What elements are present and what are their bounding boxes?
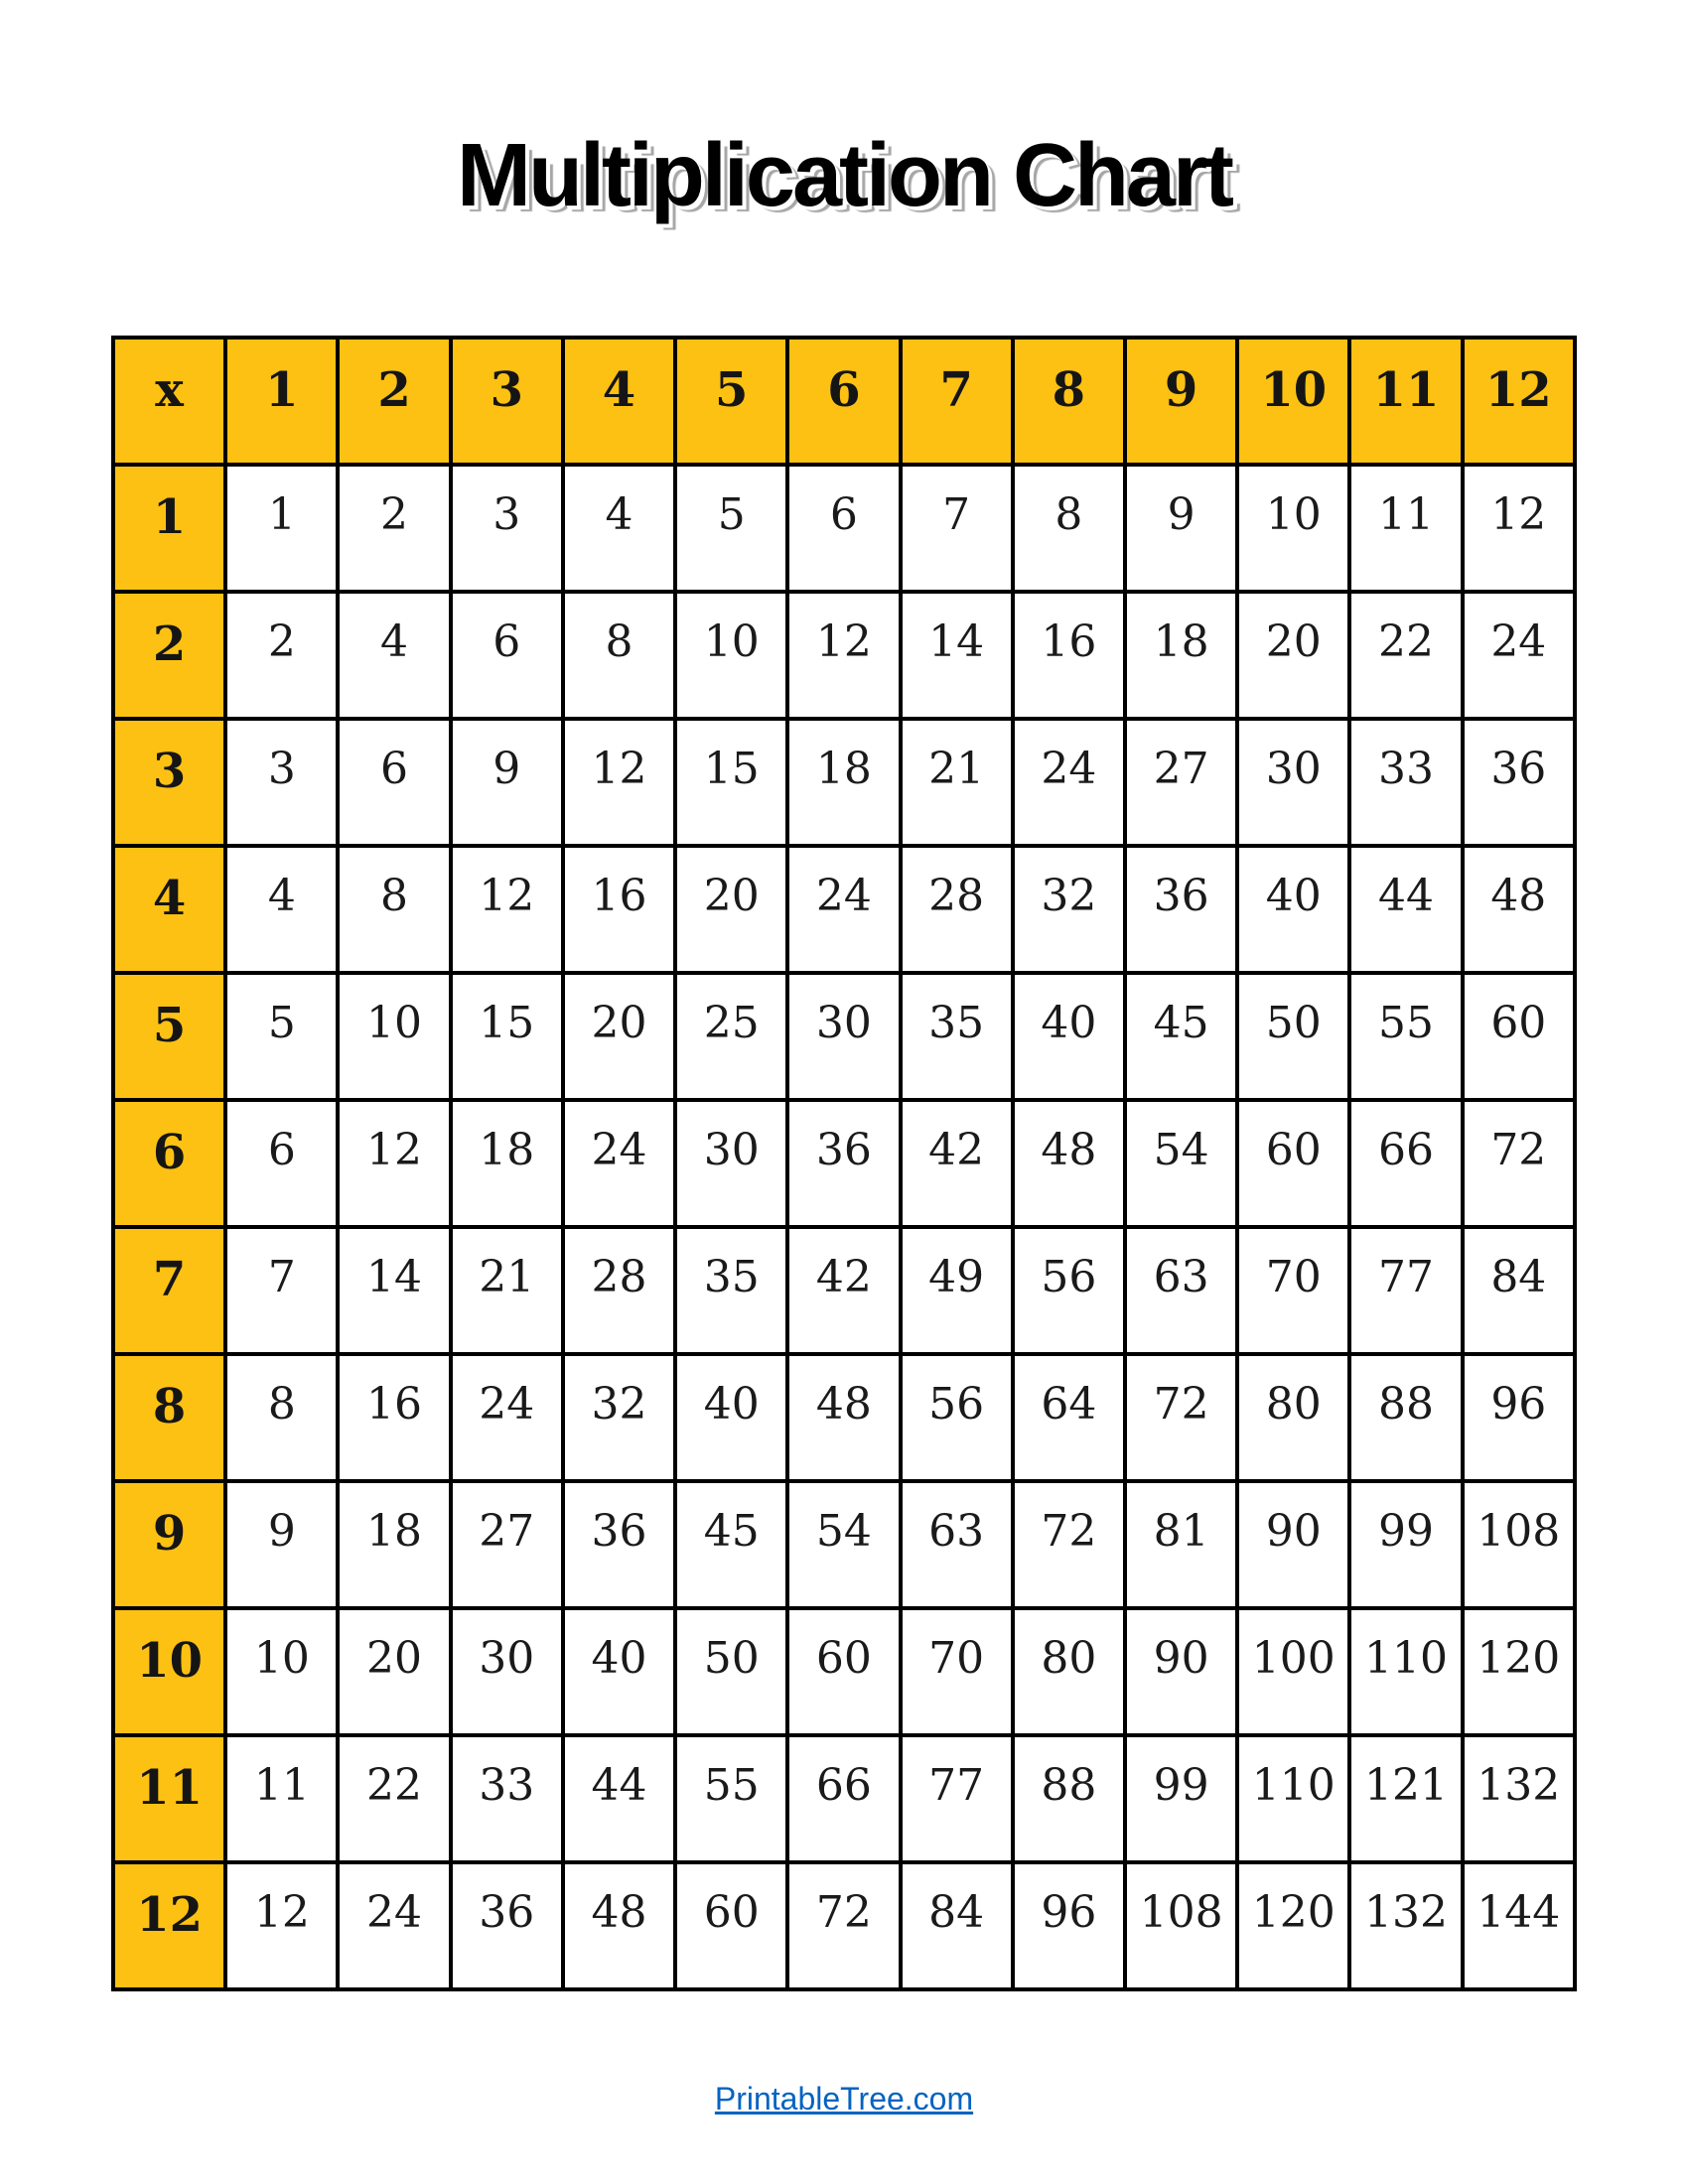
product-cell: 72 (1013, 1481, 1125, 1608)
product-cell: 6 (338, 719, 450, 846)
product-cell: 80 (1237, 1354, 1349, 1481)
product-cell: 60 (787, 1608, 900, 1735)
product-cell: 3 (451, 465, 563, 592)
product-cell: 6 (451, 592, 563, 719)
table-row (113, 1862, 1575, 1989)
column-header: 6 (787, 338, 900, 465)
product-cell: 32 (1013, 846, 1125, 973)
product-cell: 15 (451, 973, 563, 1100)
product-cell: 50 (675, 1608, 787, 1735)
product-cell: 48 (1463, 846, 1575, 973)
product-cell: 18 (338, 1481, 450, 1608)
table-row (113, 1354, 1575, 1481)
product-cell: 4 (225, 846, 338, 973)
row-header: 5 (113, 973, 225, 1100)
product-cell: 99 (1349, 1481, 1462, 1608)
product-cell: 100 (1237, 1608, 1349, 1735)
product-cell: 48 (563, 1862, 675, 1989)
product-cell: 77 (1349, 1227, 1462, 1354)
product-cell: 50 (1237, 973, 1349, 1100)
table-row (113, 592, 1575, 719)
product-cell: 120 (1463, 1608, 1575, 1735)
product-cell: 132 (1463, 1735, 1575, 1862)
multiplication-table (111, 336, 1577, 1991)
product-cell: 40 (1013, 973, 1125, 1100)
product-cell: 81 (1125, 1481, 1237, 1608)
product-cell: 6 (225, 1100, 338, 1227)
table-row (113, 1735, 1575, 1862)
product-cell: 66 (787, 1735, 900, 1862)
product-cell: 11 (1349, 465, 1462, 592)
product-cell: 16 (1013, 592, 1125, 719)
product-cell: 108 (1463, 1481, 1575, 1608)
product-cell: 12 (225, 1862, 338, 1989)
product-cell: 3 (225, 719, 338, 846)
product-cell: 10 (1237, 465, 1349, 592)
product-cell: 14 (338, 1227, 450, 1354)
product-cell: 54 (787, 1481, 900, 1608)
product-cell: 24 (563, 1100, 675, 1227)
product-cell: 16 (338, 1354, 450, 1481)
product-cell: 56 (1013, 1227, 1125, 1354)
product-cell: 8 (563, 592, 675, 719)
product-cell: 40 (563, 1608, 675, 1735)
column-header: 9 (1125, 338, 1237, 465)
column-header: 1 (225, 338, 338, 465)
product-cell: 30 (451, 1608, 563, 1735)
product-cell: 20 (675, 846, 787, 973)
product-cell: 15 (675, 719, 787, 846)
product-cell: 24 (787, 846, 900, 973)
table-row (113, 465, 1575, 592)
product-cell: 44 (1349, 846, 1462, 973)
product-cell: 84 (1463, 1227, 1575, 1354)
product-cell: 25 (675, 973, 787, 1100)
product-cell: 32 (563, 1354, 675, 1481)
product-cell: 12 (563, 719, 675, 846)
product-cell: 8 (225, 1354, 338, 1481)
product-cell: 132 (1349, 1862, 1462, 1989)
page-title: Multiplication Chart (457, 126, 1231, 226)
product-cell: 36 (1125, 846, 1237, 973)
product-cell: 4 (563, 465, 675, 592)
product-cell: 18 (451, 1100, 563, 1227)
product-cell: 4 (338, 592, 450, 719)
product-cell: 8 (1013, 465, 1125, 592)
product-cell: 96 (1013, 1862, 1125, 1989)
product-cell: 36 (563, 1481, 675, 1608)
product-cell: 33 (1349, 719, 1462, 846)
product-cell: 24 (1013, 719, 1125, 846)
product-cell: 20 (338, 1608, 450, 1735)
row-header: 9 (113, 1481, 225, 1608)
product-cell: 72 (1463, 1100, 1575, 1227)
product-cell: 42 (787, 1227, 900, 1354)
product-cell: 36 (1463, 719, 1575, 846)
product-cell: 110 (1349, 1608, 1462, 1735)
product-cell: 22 (1349, 592, 1462, 719)
product-cell: 33 (451, 1735, 563, 1862)
column-header: 2 (338, 338, 450, 465)
product-cell: 60 (1237, 1100, 1349, 1227)
product-cell: 21 (451, 1227, 563, 1354)
product-cell: 10 (338, 973, 450, 1100)
product-cell: 40 (675, 1354, 787, 1481)
product-cell: 63 (901, 1481, 1013, 1608)
product-cell: 9 (225, 1481, 338, 1608)
column-header: 4 (563, 338, 675, 465)
product-cell: 35 (901, 973, 1013, 1100)
column-header: 3 (451, 338, 563, 465)
row-header: 7 (113, 1227, 225, 1354)
table-row (113, 1481, 1575, 1608)
table-row (113, 1100, 1575, 1227)
row-header: 4 (113, 846, 225, 973)
product-cell: 88 (1349, 1354, 1462, 1481)
product-cell: 18 (1125, 592, 1237, 719)
header-row (113, 338, 1575, 465)
product-cell: 8 (338, 846, 450, 973)
product-cell: 96 (1463, 1354, 1575, 1481)
product-cell: 36 (451, 1862, 563, 1989)
product-cell: 16 (563, 846, 675, 973)
product-cell: 55 (1349, 973, 1462, 1100)
product-cell: 27 (1125, 719, 1237, 846)
row-header: 6 (113, 1100, 225, 1227)
product-cell: 7 (901, 465, 1013, 592)
product-cell: 20 (563, 973, 675, 1100)
row-header: 10 (113, 1608, 225, 1735)
product-cell: 7 (225, 1227, 338, 1354)
row-header: 8 (113, 1354, 225, 1481)
product-cell: 84 (901, 1862, 1013, 1989)
product-cell: 80 (1013, 1608, 1125, 1735)
product-cell: 72 (787, 1862, 900, 1989)
product-cell: 48 (787, 1354, 900, 1481)
row-header: 3 (113, 719, 225, 846)
product-cell: 6 (787, 465, 900, 592)
product-cell: 12 (338, 1100, 450, 1227)
product-cell: 40 (1237, 846, 1349, 973)
product-cell: 18 (787, 719, 900, 846)
product-cell: 63 (1125, 1227, 1237, 1354)
product-cell: 30 (787, 973, 900, 1100)
product-cell: 1 (225, 465, 338, 592)
product-cell: 10 (675, 592, 787, 719)
product-cell: 24 (338, 1862, 450, 1989)
product-cell: 12 (787, 592, 900, 719)
product-cell: 24 (1463, 592, 1575, 719)
product-cell: 11 (225, 1735, 338, 1862)
product-cell: 60 (1463, 973, 1575, 1100)
product-cell: 70 (1237, 1227, 1349, 1354)
product-cell: 9 (1125, 465, 1237, 592)
product-cell: 28 (563, 1227, 675, 1354)
table-row (113, 846, 1575, 973)
product-cell: 110 (1237, 1735, 1349, 1862)
product-cell: 12 (451, 846, 563, 973)
product-cell: 5 (225, 973, 338, 1100)
row-header: 11 (113, 1735, 225, 1862)
product-cell: 49 (901, 1227, 1013, 1354)
row-header: 2 (113, 592, 225, 719)
footer (0, 2081, 1688, 2117)
product-cell: 27 (451, 1481, 563, 1608)
table-row (113, 1608, 1575, 1735)
product-cell: 12 (1463, 465, 1575, 592)
product-cell: 21 (901, 719, 1013, 846)
product-cell: 10 (225, 1608, 338, 1735)
product-cell: 44 (563, 1735, 675, 1862)
product-cell: 36 (787, 1100, 900, 1227)
product-cell: 77 (901, 1735, 1013, 1862)
product-cell: 20 (1237, 592, 1349, 719)
column-header: 12 (1463, 338, 1575, 465)
product-cell: 30 (675, 1100, 787, 1227)
product-cell: 42 (901, 1100, 1013, 1227)
product-cell: 72 (1125, 1354, 1237, 1481)
product-cell: 48 (1013, 1100, 1125, 1227)
product-cell: 45 (675, 1481, 787, 1608)
product-cell: 5 (675, 465, 787, 592)
product-cell: 2 (225, 592, 338, 719)
product-cell: 64 (1013, 1354, 1125, 1481)
product-cell: 56 (901, 1354, 1013, 1481)
product-cell: 108 (1125, 1862, 1237, 1989)
product-cell: 45 (1125, 973, 1237, 1100)
product-cell: 121 (1349, 1735, 1462, 1862)
printabletree-link[interactable]: PrintableTree.com (714, 2081, 974, 2116)
product-cell: 144 (1463, 1862, 1575, 1989)
product-cell: 14 (901, 592, 1013, 719)
product-cell: 70 (901, 1608, 1013, 1735)
product-cell: 55 (675, 1735, 787, 1862)
product-cell: 24 (451, 1354, 563, 1481)
row-header: 12 (113, 1862, 225, 1989)
product-cell: 54 (1125, 1100, 1237, 1227)
table-row (113, 1227, 1575, 1354)
product-cell: 22 (338, 1735, 450, 1862)
product-cell: 120 (1237, 1862, 1349, 1989)
product-cell: 60 (675, 1862, 787, 1989)
product-cell: 9 (451, 719, 563, 846)
column-header: 8 (1013, 338, 1125, 465)
row-header: 1 (113, 465, 225, 592)
product-cell: 90 (1125, 1608, 1237, 1735)
product-cell: 2 (338, 465, 450, 592)
column-header: 7 (901, 338, 1013, 465)
product-cell: 88 (1013, 1735, 1125, 1862)
product-cell: 30 (1237, 719, 1349, 846)
column-header: 10 (1237, 338, 1349, 465)
product-cell: 35 (675, 1227, 787, 1354)
corner-cell: x (113, 338, 225, 465)
table-row (113, 719, 1575, 846)
column-header: 5 (675, 338, 787, 465)
column-header: 11 (1349, 338, 1462, 465)
product-cell: 28 (901, 846, 1013, 973)
product-cell: 90 (1237, 1481, 1349, 1608)
table-row (113, 973, 1575, 1100)
product-cell: 99 (1125, 1735, 1237, 1862)
product-cell: 66 (1349, 1100, 1462, 1227)
